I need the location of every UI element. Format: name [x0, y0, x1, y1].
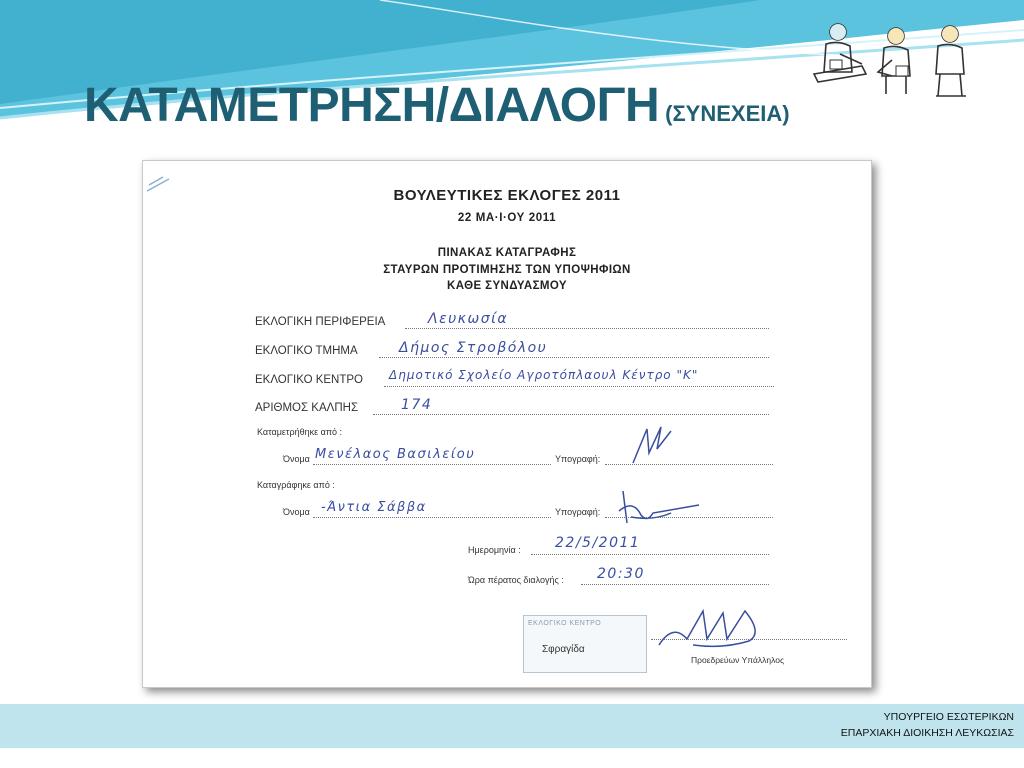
doc-header-table-title	[143, 245, 871, 295]
recorded-by-signature-label: Υπογραφή:	[555, 507, 601, 517]
doc-header-election: ΒΟΥΛΕΥΤΙΚΕΣ ΕΚΛΟΓΕΣ 2011	[393, 187, 621, 204]
slide-title-sub: (ΣΥΝΕΧΕΙΑ)	[665, 101, 790, 126]
counted-by-signature	[627, 423, 677, 469]
date-value: 22/5/2011	[555, 535, 641, 551]
field-label-region: ΕΚΛΟΓΙΚΗ ΠΕΡΙΦΕΡΕΙΑ	[255, 316, 386, 328]
field-value-region: Λευκωσία	[428, 311, 509, 327]
doc-header-date: 22 ΜΑ·Ι·ΟΥ 2011	[457, 212, 557, 224]
footer-bar	[0, 704, 1024, 748]
recorded-by-signature	[613, 483, 703, 529]
doc-header-line5: ΚΑΘΕ ΣΥΝΔΥΑΣΜΟΥ	[447, 280, 567, 292]
date-label: Ημερομηνία :	[468, 545, 521, 555]
field-line-region	[405, 328, 769, 329]
people-clipart-icon	[800, 14, 990, 104]
counted-by-signature-label: Υπογραφή:	[555, 454, 601, 464]
field-value-section: Δήμος Στροβόλου	[399, 340, 548, 356]
slide-title-main: ΚΑΤΑΜΕΤΡΗΣΗ/ΔΙΑΛΟΓΗ	[84, 79, 660, 132]
doc-header-line3: ΠΙΝΑΚΑΣ ΚΑΤΑΓΡΑΦΗΣ	[437, 247, 577, 259]
end-time-line	[581, 584, 769, 585]
recorded-by-name-line	[313, 517, 551, 518]
president-signature	[653, 605, 783, 655]
stamp-label: Σφραγίδα	[542, 644, 585, 655]
date-line	[531, 554, 769, 555]
recorded-by-name-label: Όνομα	[283, 507, 310, 517]
counted-by-name-line	[313, 464, 551, 465]
field-line-ballot-box	[373, 414, 769, 415]
footer-ministry: ΥΠΟΥΡΓΕΙΟ ΕΣΩΤΕΡΙΚΩΝ	[883, 711, 1014, 723]
field-value-ballot-box: 174	[401, 397, 433, 413]
counted-by-name-label: Όνομα	[283, 454, 310, 464]
field-value-center: Δημοτικό Σχολείο Αγροτόπλαουλ Κέντρο "Κ"	[389, 368, 699, 382]
doc-header-line4: ΣΤΑΥΡΩΝ ΠΡΟΤΙΜΗΣΗΣ ΤΩΝ ΥΠΟΨΗΦΙΩΝ	[383, 263, 631, 276]
end-time-value: 20:30	[597, 566, 645, 582]
footer-district: ΕΠΑΡΧΙΑΚΗ ΔΙΟΙΚΗΣΗ ΛΕΥΚΩΣΙΑΣ	[840, 727, 1014, 739]
slide-title	[84, 78, 790, 133]
official-stamp	[523, 615, 647, 673]
scanned-document	[142, 160, 872, 688]
president-label: Προεδρεύων Υπάλληλος	[691, 655, 785, 665]
stamp-text: ΕΚΛΟΓΙΚΟ ΚΕΝΤΡΟ	[528, 620, 602, 627]
field-label-ballot-box: ΑΡΙΘΜΟΣ ΚΑΛΠΗΣ	[255, 402, 359, 414]
counted-by-name-value: Μενέλαος Βασιλείου	[315, 447, 476, 462]
recorded-by-heading: Καταγράφηκε από :	[257, 480, 335, 490]
field-label-center: ΕΚΛΟΓΙΚΟ ΚΕΝΤΡΟ	[255, 374, 363, 386]
field-label-section: ΕΚΛΟΓΙΚΟ ΤΜΗΜΑ	[255, 345, 358, 357]
recorded-by-name-value: -Άντια Σάββα	[321, 500, 427, 515]
field-line-center	[384, 386, 774, 387]
field-line-section	[379, 357, 769, 358]
end-time-label: Ώρα πέρατος διαλογής :	[468, 575, 564, 585]
counted-by-heading: Καταμετρήθηκε από :	[257, 427, 343, 437]
